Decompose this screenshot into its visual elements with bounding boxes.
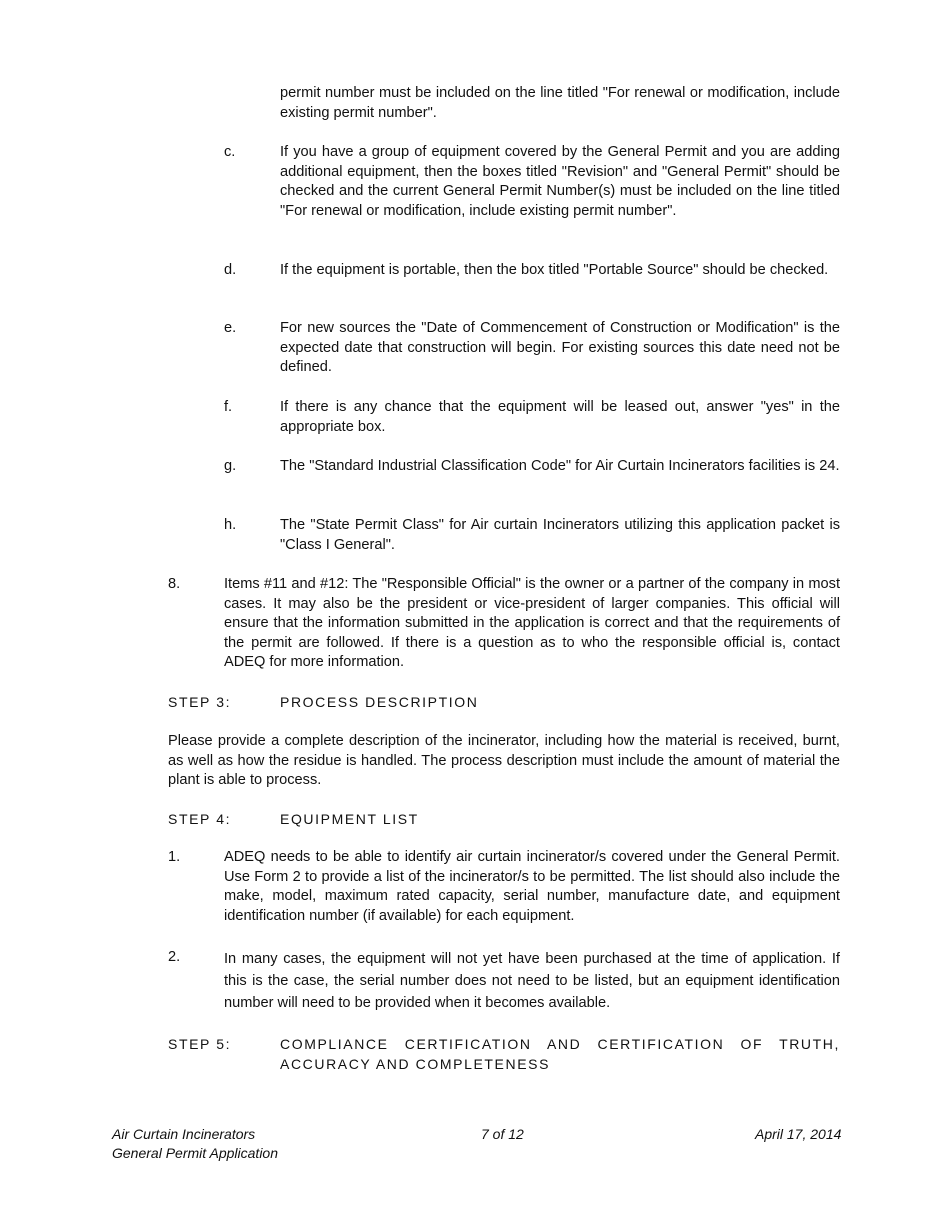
- equipment-item-text: In many cases, the equipment will not yet have been purchased at the time of application. If this is the case, the serial number does not need to be listed, but an equipment identification number will need to be provided when it becomes available.: [224, 951, 840, 1011]
- equipment-item-label: 2.: [168, 949, 181, 965]
- sub-item-text: The "State Permit Class" for Air curtain Incinerators utilizing this application packet is "Class I General".: [280, 517, 840, 553]
- sub-item-text: If you have a group of equipment covered by the General Permit and you are adding additional equipment, then the boxes titled "Revision" and "General Permit" should be checked and the current General Permit Number(s) must be included on the line titled "For renewal or modification, include existing permit number".: [280, 144, 840, 219]
- step-5-label: STEP 5:: [168, 1036, 232, 1052]
- sub-item-label: g.: [224, 458, 237, 474]
- item-8-text: Items #11 and #12: The "Responsible Official" is the owner or a partner of the company in most cases. It may also be the president or vice-president of larger companies. This official will ensure that the information submitted in the application is correct and that the requirements of the permit are followed. If there is a question as to who the responsible official is, contact ADEQ for more information.: [224, 576, 840, 671]
- equipment-item-text: ADEQ needs to be able to identify air curtain incinerator/s covered under the General Permit. Use Form 2 to provide a list of the incinerator/s to be permitted. The list should also include the make, model, maximum rated capacity, serial number, manufacture date, and equipment identification number (if available) for each equipment.: [224, 849, 840, 924]
- footer-document-title: Air Curtain Incinerators: [112, 1126, 256, 1142]
- equipment-item-label: 1.: [168, 849, 181, 865]
- step-5-title: COMPLIANCE CERTIFICATION AND CERTIFICATION OF TRUTH, ACCURACY AND COMPLETENESS: [280, 1036, 840, 1072]
- sub-item-label: e.: [224, 320, 237, 336]
- step-3-title: PROCESS DESCRIPTION: [280, 694, 479, 710]
- item-8-label: 8.: [168, 576, 181, 592]
- sub-item-text: For new sources the "Date of Commencement of Construction or Modification" is the expected date that construction will begin. For existing sources this date need not be defined.: [280, 320, 840, 376]
- footer-date: April 17, 2014: [755, 1126, 842, 1142]
- step-3-body: Please provide a complete description of the incinerator, including how the material is received, burnt, as well as how the residue is handled. The process description must include the amount of material the plant is able to process.: [168, 733, 840, 789]
- sub-item-label: f.: [224, 399, 233, 415]
- sub-item-label: h.: [224, 517, 237, 533]
- continuation-paragraph: permit number must be included on the line titled "For renewal or modification, include existing permit number".: [280, 85, 840, 121]
- step-4-title: EQUIPMENT LIST: [280, 811, 419, 827]
- footer-page-number: 7 of 12: [481, 1126, 524, 1142]
- sub-item-text: The "Standard Industrial Classification Code" for Air Curtain Incinerators facilities is 24.: [280, 458, 840, 474]
- step-3-label: STEP 3:: [168, 694, 232, 710]
- sub-item-text: If there is any chance that the equipment will be leased out, answer "yes" in the appropriate box.: [280, 399, 840, 435]
- footer-document-subtitle: General Permit Application: [112, 1145, 279, 1161]
- step-4-label: STEP 4:: [168, 811, 232, 827]
- sub-item-text: If the equipment is portable, then the box titled "Portable Source" should be checked.: [280, 262, 829, 278]
- sub-item-label: c.: [224, 144, 236, 160]
- sub-item-label: d.: [224, 262, 237, 278]
